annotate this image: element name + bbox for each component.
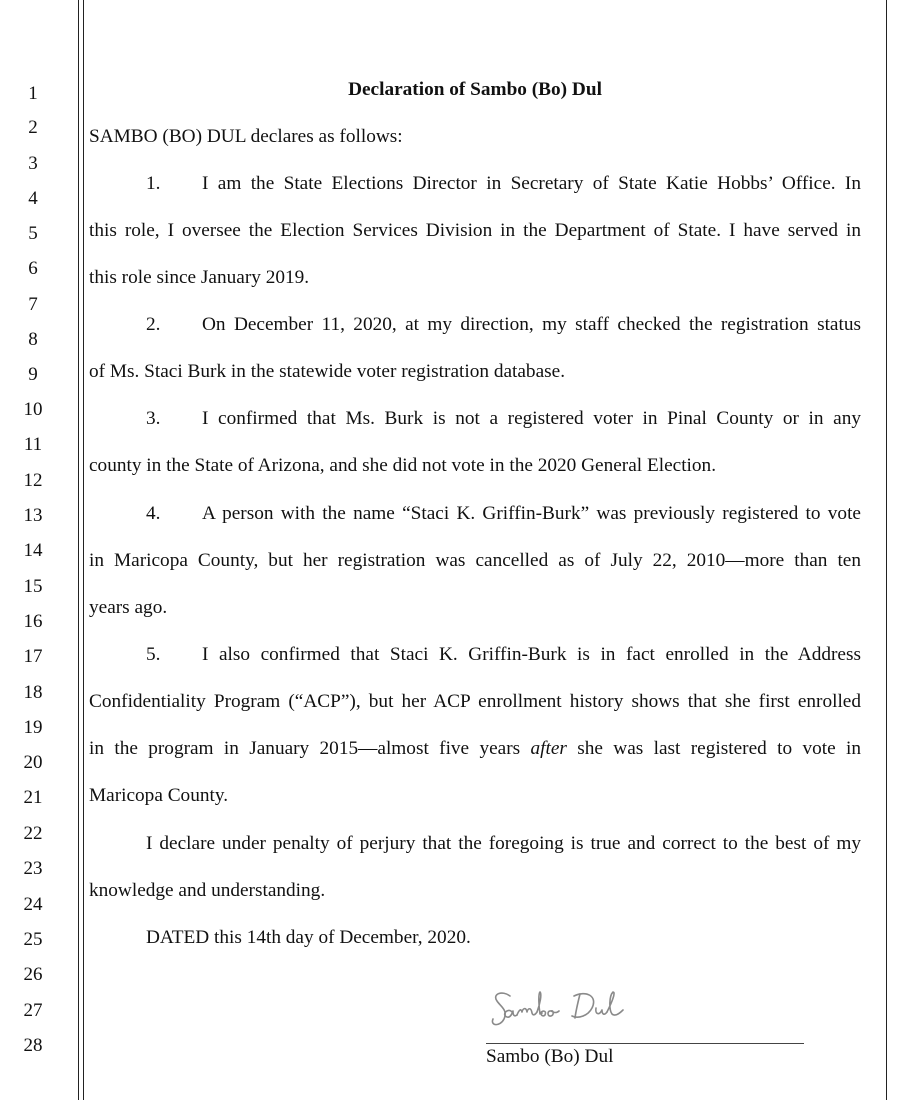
line-number: 10 <box>23 399 43 420</box>
paragraph-line: On December 11, 2020, at my direction, my staff checked the registration status <box>202 314 861 335</box>
line-number: 12 <box>23 470 43 491</box>
line-number: 27 <box>23 1000 43 1021</box>
line-number: 7 <box>28 294 38 315</box>
line-number: 11 <box>23 434 43 455</box>
paragraph-line: Confidentiality Program (“ACP”), but her ACP enrollment history shows that she first enrolled <box>89 691 861 712</box>
paragraph-line: I confirmed that Ms. Burk is not a registered voter in Pinal County or in any <box>202 408 861 429</box>
line-number: 21 <box>23 787 43 808</box>
paragraph-line: county in the State of Arizona, and she did not vote in the 2020 General Election. <box>89 455 717 476</box>
line-number: 6 <box>28 258 38 279</box>
line-number: 13 <box>23 505 43 526</box>
line-number: 20 <box>23 752 43 773</box>
paragraph-number: 4. <box>146 503 161 524</box>
line-number: 3 <box>28 153 38 174</box>
line-number: 17 <box>23 646 43 667</box>
paragraph-line: of Ms. Staci Burk in the statewide voter registration database. <box>89 361 566 382</box>
line-number: 22 <box>23 823 43 844</box>
paragraph-line: this role, I oversee the Election Services Division in the Department of State. I have served in <box>89 220 861 241</box>
paragraph-number: 2. <box>146 314 161 335</box>
line-number: 4 <box>28 188 38 209</box>
line-number: 19 <box>23 717 43 738</box>
intro-line: SAMBO (BO) DUL declares as follows: <box>89 126 403 147</box>
paragraph-line: years ago. <box>89 597 168 618</box>
page-title: Declaration of Sambo (Bo) Dul <box>348 79 602 100</box>
left-margin-rule-inner <box>83 0 84 1100</box>
line-number: 24 <box>23 894 43 915</box>
closing-line: I declare under penalty of perjury that the foregoing is true and correct to the best of my <box>146 833 861 854</box>
dated-line: DATED this 14th day of December, 2020. <box>146 927 471 948</box>
paragraph-line: in Maricopa County, but her registration was cancelled as of July 22, 2010—more than ten <box>89 550 861 571</box>
closing-line: knowledge and understanding. <box>89 880 326 901</box>
text-span: she was last registered to vote in <box>577 738 861 759</box>
line-number: 15 <box>23 576 43 597</box>
line-number: 8 <box>28 329 38 350</box>
line-number: 9 <box>28 364 38 385</box>
line-number: 1 <box>28 83 38 104</box>
paragraph-line: I also confirmed that Staci K. Griffin-Burk is in fact enrolled in the Address <box>202 644 861 665</box>
emphasis-after: after <box>530 738 567 759</box>
paragraph-line: I am the State Elections Director in Secretary of State Katie Hobbs’ Office. In <box>202 173 861 194</box>
right-margin-rule <box>886 0 887 1100</box>
line-number: 16 <box>23 611 43 632</box>
line-number: 23 <box>23 858 43 879</box>
handwritten-signature <box>488 986 678 1042</box>
line-number: 25 <box>23 929 43 950</box>
line-number: 5 <box>28 223 38 244</box>
line-number: 28 <box>23 1035 43 1056</box>
left-margin-rule-outer <box>78 0 79 1100</box>
line-number: 18 <box>23 682 43 703</box>
signature-line <box>486 1043 804 1044</box>
text-span: in the program in January 2015—almost five years <box>89 738 521 759</box>
paragraph-line <box>89 737 861 761</box>
paragraph-number: 3. <box>146 408 161 429</box>
paragraph-line: Maricopa County. <box>89 785 229 806</box>
paragraph-line: this role since January 2019. <box>89 267 310 288</box>
paragraph-number: 5. <box>146 644 161 665</box>
line-number: 14 <box>23 540 43 561</box>
paragraph-number: 1. <box>146 173 161 194</box>
paragraph-line: A person with the name “Staci K. Griffin-Burk” was previously registered to vote <box>202 503 861 524</box>
line-number: 26 <box>23 964 43 985</box>
signatory-name: Sambo (Bo) Dul <box>486 1046 614 1067</box>
line-number: 2 <box>28 117 38 138</box>
